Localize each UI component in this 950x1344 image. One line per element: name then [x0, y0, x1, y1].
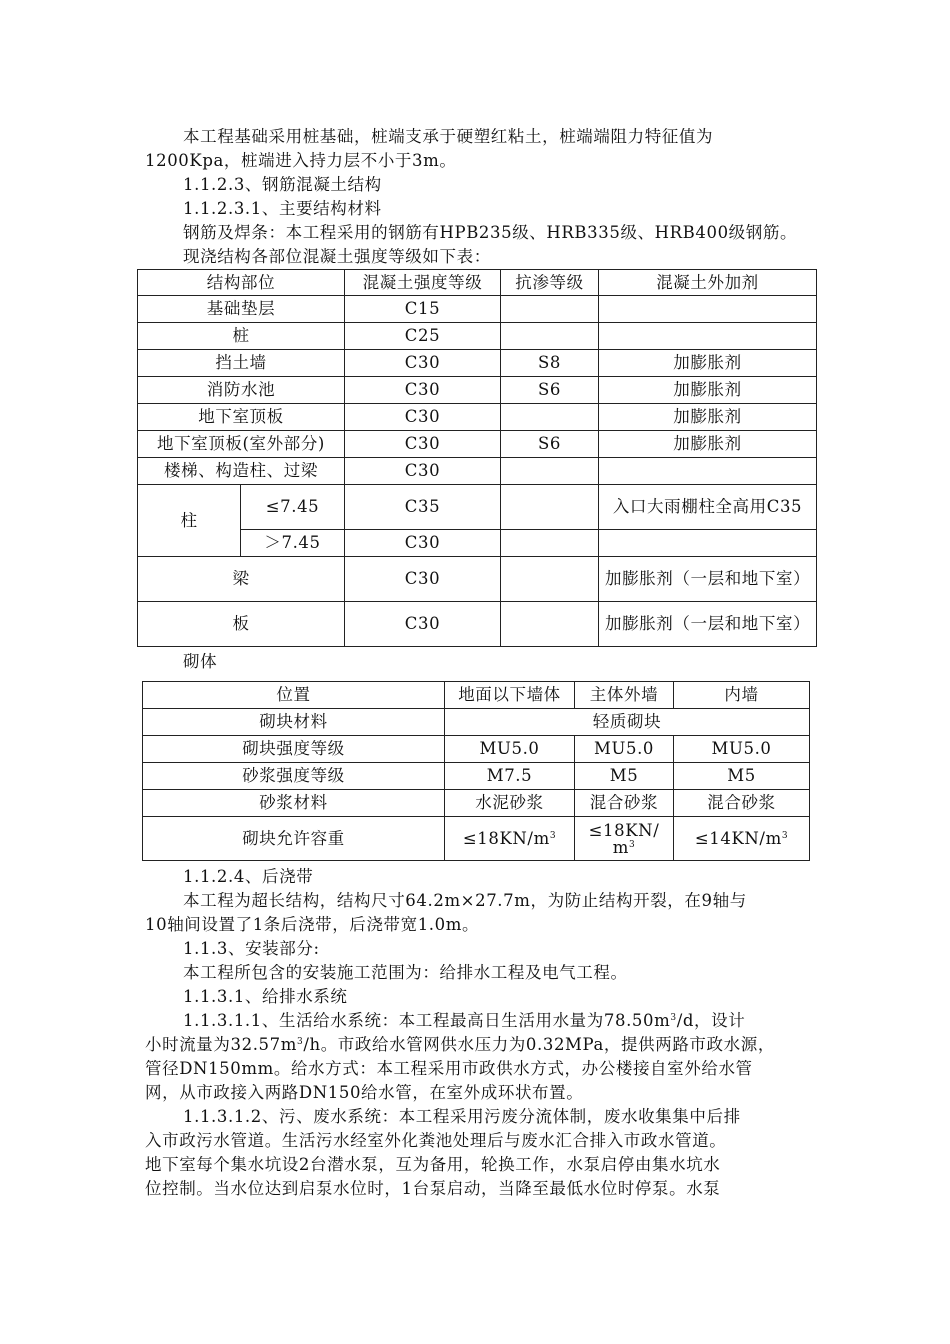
cell-admixture — [599, 296, 817, 323]
concrete-grade-table — [137, 269, 817, 647]
cell-grade: C30 — [345, 530, 501, 557]
cell-part: 挡土墙 — [138, 350, 345, 377]
cell-seepage — [501, 404, 599, 431]
cell-grade: C30 — [345, 377, 501, 404]
supply-text-b: /d，设计 — [676, 1011, 746, 1030]
supply2-text-b: /h。市政给水管网供水压力为0.32MPa，提供两路市政水源， — [303, 1035, 775, 1054]
heading-reinforced-concrete: 1.1.2.3、钢筋混凝土结构 — [183, 175, 382, 194]
supply2-sup: 3 — [296, 1037, 304, 1047]
cell-grade: C30 — [345, 602, 501, 647]
paragraph-install-scope: 本工程所包含的安装施工范围为：给排水工程及电气工程。 — [183, 963, 628, 982]
density-inner-sup: 3 — [781, 830, 789, 841]
cell-grade: C30 — [345, 431, 501, 458]
cell-part: 地下室顶板 — [138, 404, 345, 431]
cell-grade: C30 — [345, 350, 501, 377]
cell-below: M7.5 — [445, 763, 575, 790]
cell-inner: M5 — [674, 763, 810, 790]
cell-grade: C15 — [345, 296, 501, 323]
cell-seepage: S6 — [501, 431, 599, 458]
cell-seepage — [501, 485, 599, 530]
header-seepage-grade: 抗渗等级 — [501, 270, 599, 296]
cell-column-condition: ≤7.45 — [241, 485, 345, 530]
cell-admixture — [599, 530, 817, 557]
cell-label: 砌块允许容重 — [143, 817, 445, 861]
paragraph-rebar: 钢筋及焊条：本工程采用的钢筋有HPB235级、HRB335级、HRB400级钢筋。 — [183, 223, 798, 242]
masonry-table — [142, 681, 810, 861]
supply-sup: 3 — [670, 1013, 677, 1023]
header-admixture: 混凝土外加剂 — [599, 270, 817, 296]
cell-seepage — [501, 323, 599, 350]
cell-admixture: 加膨胀剂 — [599, 404, 817, 431]
table-row — [138, 458, 817, 485]
cell-admixture: 加膨胀剂 — [599, 350, 817, 377]
supply-text-a: 1.1.3.1.1、生活给水系统：本工程最高日生活用水量为78.50m — [183, 1011, 671, 1030]
paragraph-table-intro: 现浇结构各部位混凝土强度等级如下表： — [183, 247, 491, 266]
cell-outer: MU5.0 — [575, 736, 674, 763]
cell-value: 轻质砌块 — [445, 709, 810, 736]
cell-grade: C30 — [345, 404, 501, 431]
heading-water-system: 1.1.3.1、给排水系统 — [183, 987, 348, 1006]
cell-part: 桩 — [138, 323, 345, 350]
table-row — [138, 296, 817, 323]
header-outer-wall: 主体外墙 — [575, 682, 674, 709]
paragraph-foundation: 本工程基础采用桩基础，桩端支承于硬塑红粘土，桩端端阻力特征值为 — [183, 127, 714, 146]
cell-inner: MU5.0 — [674, 736, 810, 763]
paragraph-post-pour-cont: 10轴间设置了1条后浇带，后浇带宽1.0m。 — [145, 915, 480, 934]
cell-outer: 混合砂浆 — [575, 790, 674, 817]
cell-outer: M5 — [575, 763, 674, 790]
cell-grade: C30 — [345, 458, 501, 485]
cell-admixture: 加膨胀剂（一层和地下室） — [599, 557, 817, 602]
density-outer-sup: 3 — [628, 839, 636, 850]
cell-inner — [674, 817, 810, 861]
table-header-row — [143, 682, 810, 709]
cell-grade: C30 — [345, 557, 501, 602]
cell-seepage: S8 — [501, 350, 599, 377]
table-row — [138, 323, 817, 350]
cell-admixture: 入口大雨棚柱全高用C35 — [599, 485, 817, 530]
heading-installation: 1.1.3、安装部分: — [183, 939, 320, 958]
paragraph-foundation-cont: 1200Kpa，桩端进入持力层不小于3m。 — [145, 151, 457, 170]
cell-admixture: 加膨胀剂 — [599, 377, 817, 404]
table-row — [138, 350, 817, 377]
table-row — [138, 602, 817, 647]
cell-grade: C35 — [345, 485, 501, 530]
table-row — [143, 817, 810, 861]
cell-seepage — [501, 602, 599, 647]
masonry-label: 砌体 — [183, 652, 218, 671]
cell-part: 梁 — [138, 557, 345, 602]
cell-admixture: 加膨胀剂 — [599, 431, 817, 458]
table-header-row — [138, 270, 817, 296]
table-row — [138, 431, 817, 458]
paragraph-water-supply-cont3: 网，从市政接入两路DN150给水管，在室外成环状布置。 — [145, 1083, 584, 1102]
paragraph-water-supply-cont — [145, 1034, 817, 1056]
table-row — [143, 790, 810, 817]
density-outer-unit: m — [612, 837, 629, 857]
cell-column-condition: ＞7.45 — [241, 530, 345, 557]
cell-seepage — [501, 557, 599, 602]
header-position: 位置 — [143, 682, 445, 709]
paragraph-water-supply-cont2: 管径DN150mm。给水方式：本工程采用市政供水方式，办公楼接自室外给水管 — [145, 1059, 753, 1078]
paragraph-drainage: 1.1.3.1.2、污、废水系统：本工程采用污废分流体制，废水收集集中后排 — [183, 1107, 741, 1126]
cell-part: 消防水池 — [138, 377, 345, 404]
cell-seepage — [501, 458, 599, 485]
cell-part: 楼梯、构造柱、过梁 — [138, 458, 345, 485]
cell-label: 砂浆材料 — [143, 790, 445, 817]
cell-label: 砂浆强度等级 — [143, 763, 445, 790]
density-inner-text: ≤14KN/m — [694, 828, 782, 848]
cell-seepage: S6 — [501, 377, 599, 404]
cell-label: 砌块强度等级 — [143, 736, 445, 763]
heading-main-materials: 1.1.2.3.1、主要结构材料 — [183, 199, 382, 218]
table-row — [143, 763, 810, 790]
table-row — [143, 736, 810, 763]
header-structure-part: 结构部位 — [138, 270, 345, 296]
paragraph-post-pour: 本工程为超长结构，结构尺寸64.2m×27.7m，为防止结构开裂，在9轴与 — [183, 891, 747, 910]
density-outer-text: ≤18KN/ — [588, 820, 660, 840]
cell-admixture — [599, 458, 817, 485]
heading-post-pour-strip: 1.1.2.4、后浇带 — [183, 867, 314, 886]
density-below-text: ≤18KN/m — [462, 828, 550, 848]
table-row — [138, 404, 817, 431]
supply2-text-a: 小时流量为32.57m — [145, 1035, 297, 1054]
density-below-sup: 3 — [549, 830, 557, 841]
cell-admixture — [599, 323, 817, 350]
cell-seepage — [501, 530, 599, 557]
paragraph-drainage-cont3: 位控制。当水位达到启泵水位时，1台泵启动，当降至最低水位时停泵。水泵 — [145, 1179, 721, 1198]
table-row — [138, 377, 817, 404]
cell-seepage — [501, 296, 599, 323]
cell-column-part: 柱 — [138, 485, 241, 557]
cell-below: 水泥砂浆 — [445, 790, 575, 817]
header-concrete-grade: 混凝土强度等级 — [345, 270, 501, 296]
cell-outer — [575, 817, 674, 861]
cell-inner: 混合砂浆 — [674, 790, 810, 817]
cell-part: 地下室顶板(室外部分) — [138, 431, 345, 458]
cell-below: MU5.0 — [445, 736, 575, 763]
table-row — [138, 557, 817, 602]
cell-label: 砌块材料 — [143, 709, 445, 736]
paragraph-drainage-cont: 入市政污水管道。生活污水经室外化粪池处理后与废水汇合排入市政水管道。 — [145, 1131, 727, 1150]
header-inner-wall: 内墙 — [674, 682, 810, 709]
cell-below — [445, 817, 575, 861]
paragraph-water-supply — [183, 1010, 817, 1032]
cell-part: 板 — [138, 602, 345, 647]
cell-admixture: 加膨胀剂（一层和地下室） — [599, 602, 817, 647]
paragraph-drainage-cont2: 地下室每个集水坑设2台潜水泵，互为备用，轮换工作，水泵启停由集水坑水 — [145, 1155, 721, 1174]
cell-part: 基础垫层 — [138, 296, 345, 323]
header-below-ground-wall: 地面以下墙体 — [445, 682, 575, 709]
table-row — [143, 709, 810, 736]
cell-grade: C25 — [345, 323, 501, 350]
table-row — [138, 485, 817, 530]
